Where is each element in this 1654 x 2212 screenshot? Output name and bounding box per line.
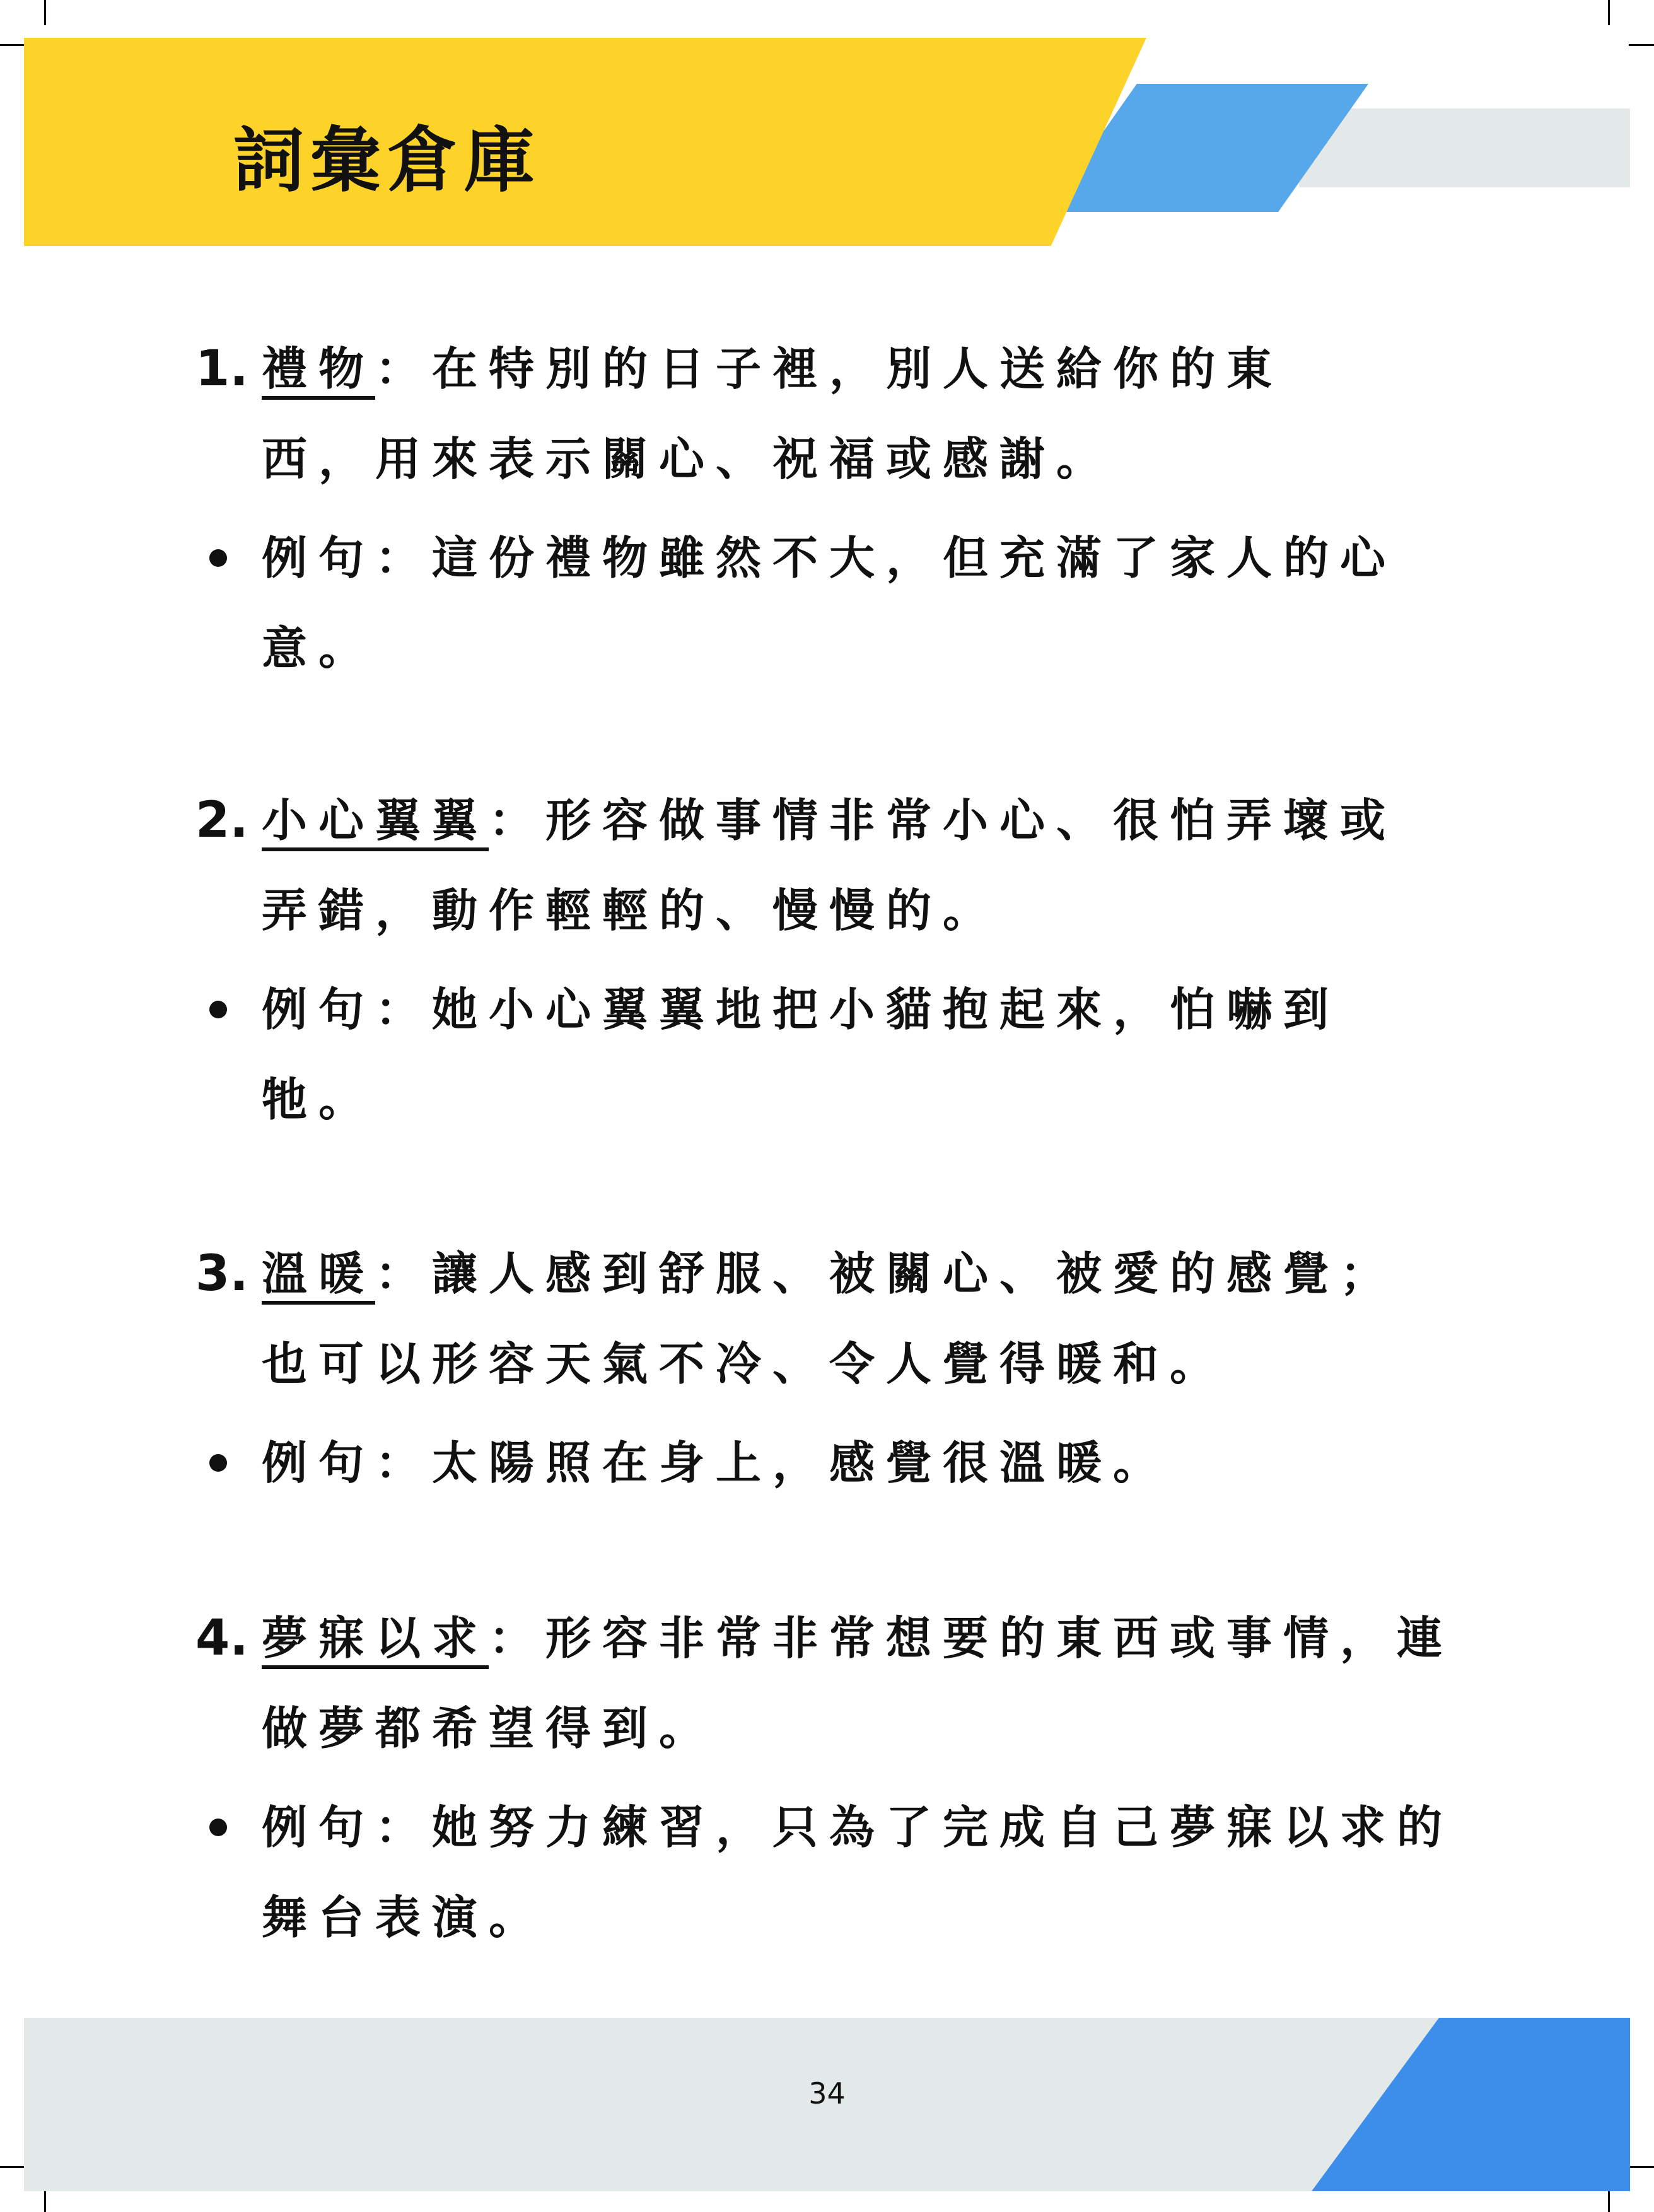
vocab-entry-1 xyxy=(195,322,1476,675)
definition-line-2: 西，用來表示關心、祝福或感謝。 xyxy=(262,433,1114,486)
crop-mark-top-left-h xyxy=(0,44,25,46)
bullet-icon xyxy=(209,1001,227,1018)
example-line: 例句：她小心翼翼地把小貓抱起來，怕嚇到 xyxy=(262,983,1341,1036)
definition-line-2: 也可以形容天氣不冷、令人覺得暖和。 xyxy=(262,1337,1227,1390)
definition-text: ：讓人感到舒服、被關心、被愛的感覺； xyxy=(375,1247,1397,1300)
header-gray-band xyxy=(1299,108,1630,187)
vocab-entry-4 xyxy=(195,1591,1476,1944)
definition-text: ：在特別的日子裡，別人送給你的東 xyxy=(375,342,1284,395)
vocab-term: 禮物 xyxy=(262,342,376,395)
example-line-2: 意。 xyxy=(262,622,376,675)
bullet-icon xyxy=(209,1819,227,1836)
crop-mark-bottom-left-h xyxy=(0,2166,25,2168)
example-line-2: 舞台表演。 xyxy=(262,1891,546,1944)
entry-number: 1. xyxy=(195,341,248,397)
bullet-icon xyxy=(209,549,227,567)
definition-line-2: 弄錯，動作輕輕的、慢慢的。 xyxy=(262,884,1000,937)
definition-line xyxy=(262,1591,1476,1685)
definition-text: ：形容非常非常想要的東西或事情，連 xyxy=(489,1612,1454,1665)
crop-mark-top-left-v xyxy=(44,0,46,25)
vocab-term: 小心翼翼 xyxy=(262,794,489,847)
example-line: 例句：這份禮物雖然不大，但充滿了家人的心 xyxy=(262,532,1397,585)
crop-mark-top-right-v xyxy=(1608,0,1610,25)
crop-mark-top-right-h xyxy=(1629,44,1654,46)
vocab-entry-3 xyxy=(195,1226,1476,1510)
page-title: 詞彙倉庫 xyxy=(233,120,541,202)
example-line-2: 牠。 xyxy=(262,1073,376,1126)
definition-line xyxy=(262,1226,1476,1321)
definition-line xyxy=(262,773,1476,868)
definition-line xyxy=(262,322,1476,416)
bullet-icon xyxy=(209,1454,227,1472)
example-line: 例句：她努力練習，只為了完成自己夢寐以求的 xyxy=(262,1801,1454,1854)
vocab-term: 溫暖 xyxy=(262,1247,376,1300)
vocab-term: 夢寐以求 xyxy=(262,1612,489,1665)
vocab-entry-2 xyxy=(195,773,1476,1126)
header-yellow-banner xyxy=(24,38,1146,246)
definition-line-2: 做夢都希望得到。 xyxy=(262,1702,716,1755)
example-line: 例句：太陽照在身上，感覺很溫暖。 xyxy=(262,1436,1170,1489)
entry-number: 3. xyxy=(195,1245,248,1302)
page-number: 34 xyxy=(808,2076,846,2110)
definition-text: ：形容做事情非常小心、很怕弄壞或 xyxy=(489,794,1397,847)
entry-number: 2. xyxy=(195,792,248,849)
crop-mark-bottom-right-h xyxy=(1629,2166,1654,2168)
entry-number: 4. xyxy=(195,1610,248,1667)
